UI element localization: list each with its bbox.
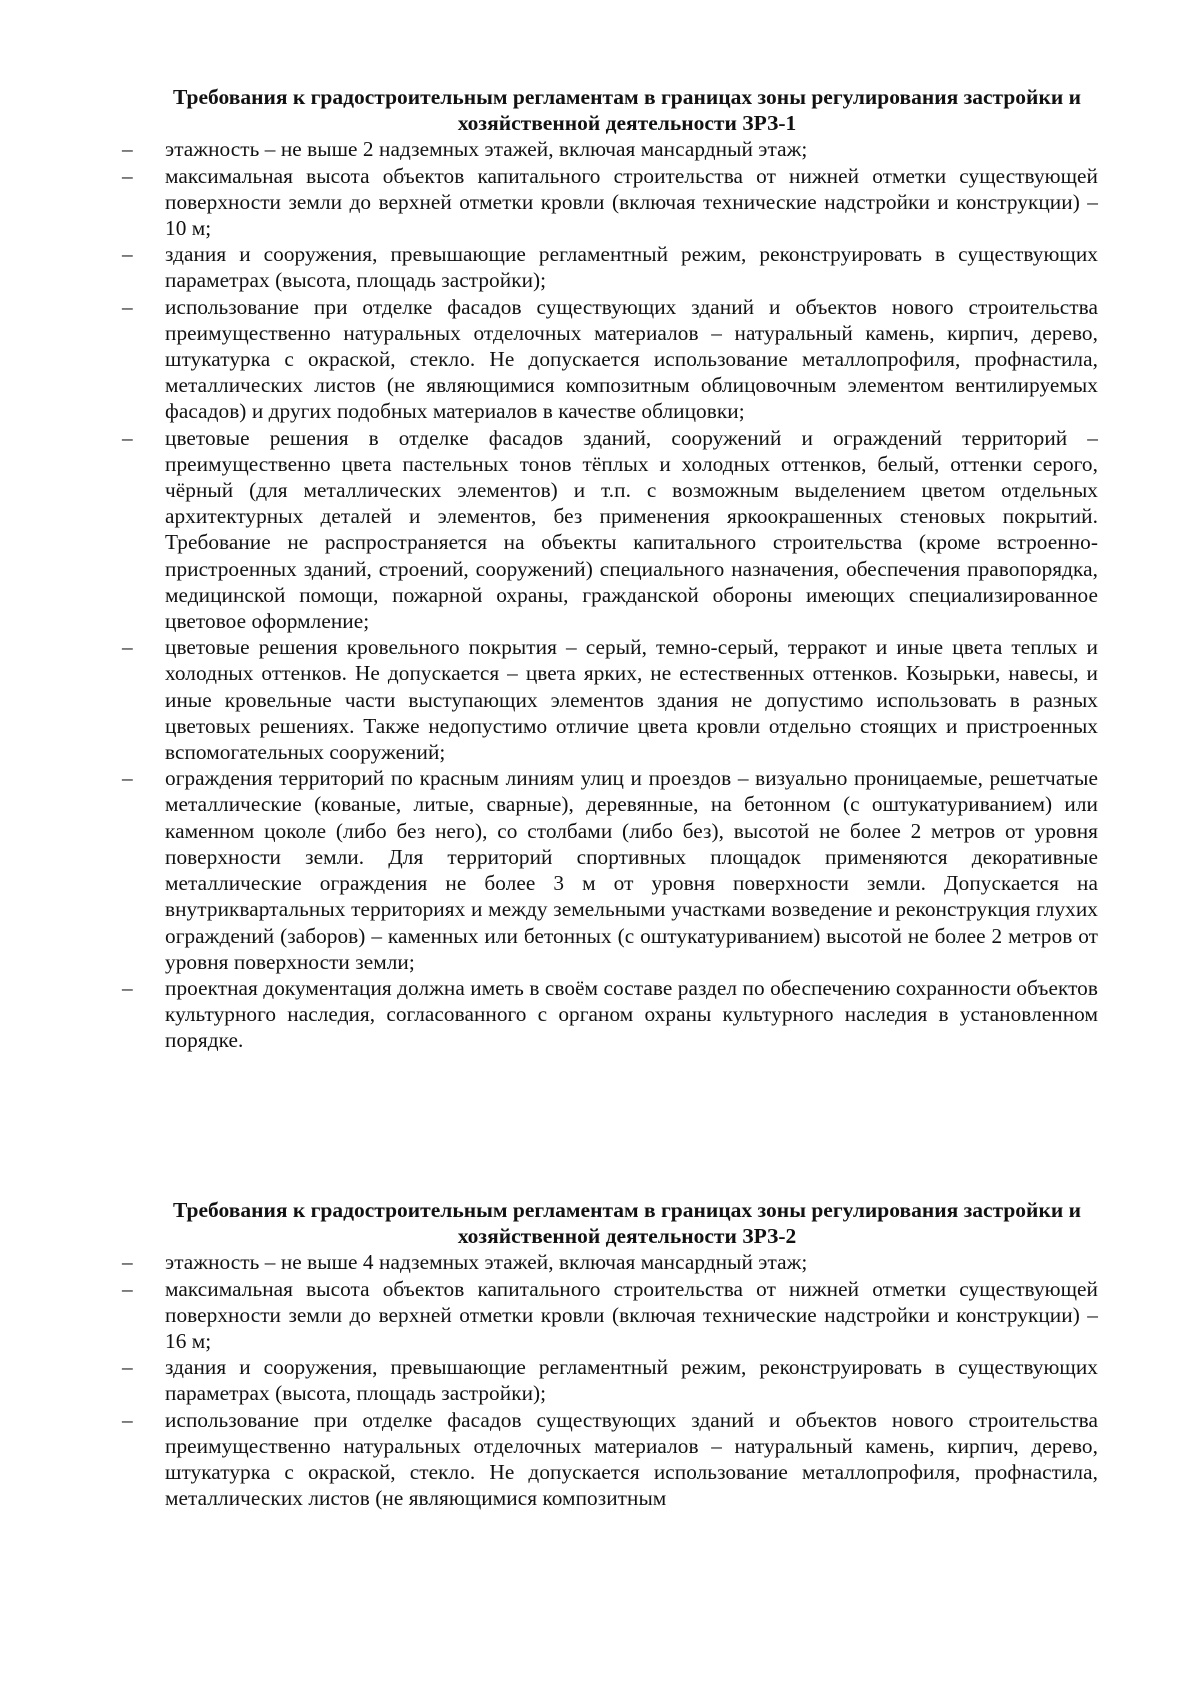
requirements-list bbox=[122, 136, 1098, 1053]
list-item bbox=[122, 425, 1098, 635]
list-item bbox=[122, 1354, 1098, 1406]
list-item bbox=[122, 241, 1098, 293]
list-item-text: максимальная высота объектов капитального строительства от нижней отметки существующей поверхности земли до верхней отметки кровли (включая технические надстройки и конструкции) – 10 м; bbox=[165, 163, 1098, 241]
list-item bbox=[122, 1276, 1098, 1355]
dash-bullet: – bbox=[122, 766, 133, 791]
list-item bbox=[122, 1249, 1098, 1275]
list-item bbox=[122, 765, 1098, 975]
section-zrz-1 bbox=[122, 84, 1098, 1054]
list-item bbox=[122, 634, 1098, 765]
list-item-text: здания и сооружения, превышающие регламентный режим, реконструировать в существующих параметрах (высота, площадь застройки); bbox=[165, 1355, 1098, 1406]
list-item-text: этажность – не выше 2 надземных этажей, включая мансардный этаж; bbox=[165, 137, 808, 162]
list-item bbox=[122, 975, 1098, 1054]
list-item-text: использование при отделке фасадов существующих зданий и объектов нового строительства преимущественно натуральных отделочных материалов – натуральный камень, кирпич, дерево, штукатурка с окраской, стекло. Не допускается использование металлопрофиля, профнастила, металлических листов (не являющимися композитным bbox=[165, 1407, 1098, 1511]
list-item bbox=[122, 163, 1098, 242]
list-item-text: максимальная высота объектов капитального строительства от нижней отметки существующей поверхности земли до верхней отметки кровли (включая технические надстройки и конструкции) – 16 м; bbox=[165, 1276, 1098, 1354]
list-item bbox=[122, 1407, 1098, 1512]
dash-bullet: – bbox=[122, 1276, 133, 1301]
list-item-text: использование при отделке фасадов существующих зданий и объектов нового строительства преимущественно натуральных отделочных материалов – натуральный камень, кирпич, дерево, штукатурка с окраской, стекло. Не допускается использование металлопрофиля, профнастила, металлических листов (не являющимися композитным облицовочным элементом вентилируемых фасадов) и других подобных материалов в качестве облицовки; bbox=[165, 294, 1098, 424]
dash-bullet: – bbox=[122, 1355, 133, 1380]
dash-bullet: – bbox=[122, 635, 133, 660]
list-item-text: ограждения территорий по красным линиям улиц и проездов – визуально проницаемые, решетчатые металлические (кованые, литые, сварные), деревянные, на бетонном (с оштукатуриванием) или каменном цоколе (либо без него), со столбами (либо без), высотой не более 2 метров от уровня поверхности земли. Для территорий спортивных площадок применяются декоративные металлические ограждения не более 3 м от уровня поверхности земли. Допускается на внутриквартальных территориях и между земельными участками возведение и реконструкция глухих ограждений (заборов) – каменных или бетонных (с оштукатуриванием) высотой не более 2 метров от уровня поверхности земли; bbox=[165, 766, 1098, 974]
section-heading: Требования к градостроительным регламентам в границах зоны регулирования застройки и хозяйственной деятельности ЗРЗ-1 bbox=[173, 85, 1081, 136]
dash-bullet: – bbox=[122, 425, 133, 450]
dash-bullet: – bbox=[122, 975, 133, 1000]
dash-bullet: – bbox=[122, 137, 133, 162]
dash-bullet: – bbox=[122, 242, 133, 267]
list-item bbox=[122, 136, 1098, 162]
dash-bullet: – bbox=[122, 163, 133, 188]
list-item-text: цветовые решения в отделке фасадов зданий, сооружений и ограждений территорий – преимущественно цвета пастельных тонов тёплых и холодных оттенков, белый, оттенки серого, чёрный (для металлических элементов) и т.п. с возможным выделением цветом отдельных архитектурных деталей и элементов, без применения яркоокрашенных стеновых покрытий. Требование не распространяется на объекты капитального строительства (кроме встроенно-пристроенных зданий, строений, сооружений) специального назначения, обеспечения правопорядка, медицинской помощи, пожарной охраны, гражданской обороны имеющих специализированное цветовое оформление; bbox=[165, 425, 1098, 634]
list-item-text: этажность – не выше 4 надземных этажей, включая мансардный этаж; bbox=[165, 1250, 808, 1275]
dash-bullet: – bbox=[122, 294, 133, 319]
section-heading: Требования к градостроительным регламентам в границах зоны регулирования застройки и хозяйственной деятельности ЗРЗ-2 bbox=[173, 1198, 1081, 1249]
list-item bbox=[122, 294, 1098, 425]
list-item-text: здания и сооружения, превышающие регламентный режим, реконструировать в существующих параметрах (высота, площадь застройки); bbox=[165, 242, 1098, 293]
requirements-list bbox=[122, 1249, 1098, 1511]
dash-bullet: – bbox=[122, 1250, 133, 1275]
section-zrz-2 bbox=[122, 1197, 1098, 1511]
list-item-text: цветовые решения кровельного покрытия – серый, темно-серый, терракот и иные цвета теплых и холодных оттенков. Не допускается – цвета ярких, не естественных оттенков. Козырьки, навесы, и иные кровельные части выступающих элементов здания не допустимо использовать в разных цветовых решениях. Также недопустимо отличие цвета кровли отдельно стоящих и пристроенных вспомогательных сооружений; bbox=[165, 635, 1098, 765]
dash-bullet: – bbox=[122, 1407, 133, 1432]
list-item-text: проектная документация должна иметь в своём составе раздел по обеспечению сохранности объектов культурного наследия, согласованного с органом охраны культурного наследия в установленном порядке. bbox=[165, 975, 1098, 1053]
